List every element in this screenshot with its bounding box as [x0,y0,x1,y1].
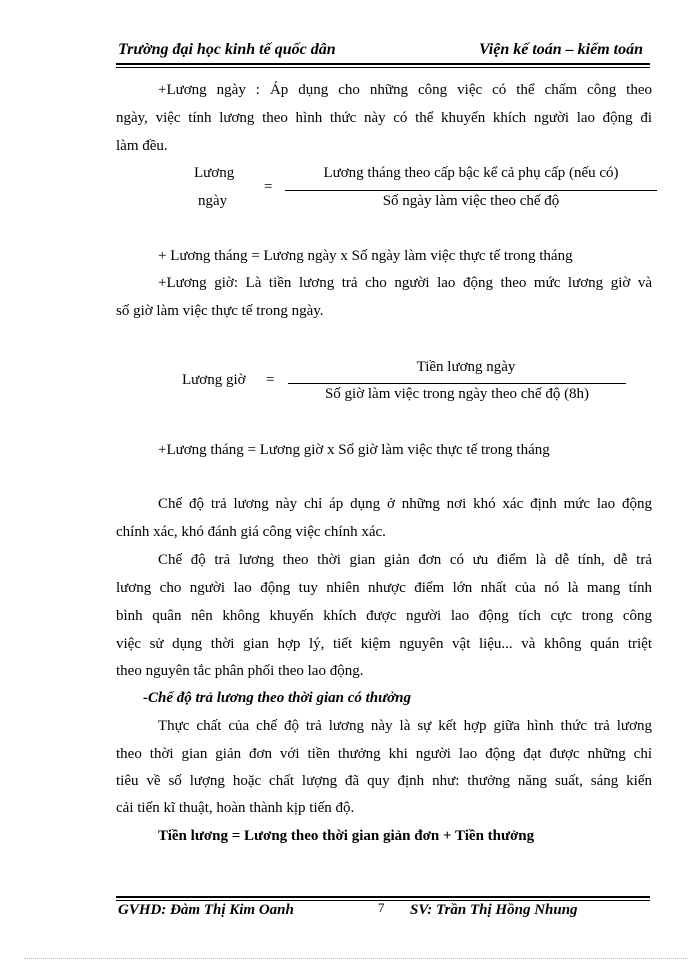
paragraph-5-line-3: tiêu về số lượng hoặc chất lượng đã quy định như: thưởng năng suất, sáng kiến [116,773,652,789]
footer-supervisor: GVHD: Đàm Thị Kim Oanh [118,902,294,918]
footer-student: SV: Trần Thị Hồng Nhung [410,902,578,918]
paragraph-4-line-4: việc sử dụng thời gian hợp lý, tiết kiệm nguyên vật liệu... và không quán triệt [116,636,652,652]
paragraph-5-line-4: cải tiến kĩ thuật, hoàn thành kịp tiến độ. [116,800,355,816]
header-university: Trường đại học kinh tế quốc dân [118,41,336,58]
paragraph-3-line-1: Chế độ trả lương này chỉ áp dụng ở những nơi khó xác định mức lao động [158,496,652,512]
paragraph-1-line-1: +Lương ngày : Áp dụng cho những công việc có thể chấm công theo [158,82,652,98]
paragraph-4-line-2: lương cho người lao động tuy nhiên nhược điểm lớn nhất của nó là mang tính [116,580,652,596]
formula-2-fraction-bar [288,383,626,384]
header-rule-thin [116,67,650,68]
page-number: 7 [378,900,385,915]
paragraph-5-line-1: Thực chất của chế độ trả lương này là sự kết hợp giữa hình thức trả lương [158,718,652,734]
formula-2-label: Lương giờ [182,372,246,388]
paragraph-4-line-3: bình quân nên không khuyến khích được người lao động tích cực trong công [116,608,652,624]
formula-2-denominator: Số giờ làm việc trong ngày theo chế độ (8h) [324,386,590,402]
page-break-dotted-line [24,958,688,959]
monthly-wage-from-hourly: +Lương tháng = Lương giờ x Số giờ làm việc thực tế trong tháng [158,442,550,458]
bonus-wage-formula: Tiền lương = Lương theo thời gian giản đơn + Tiền thưởng [158,828,535,844]
monthly-wage-from-daily: + Lương tháng = Lương ngày x Số ngày làm việc thực tế trong tháng [158,248,573,264]
paragraph-1-line-2: ngày, việc tính lương theo hình thức này có thể khuyến khích người lao động đi [116,110,652,126]
formula-2-numerator: Tiền lương ngày [416,359,516,375]
header-rule-thick [116,63,650,65]
footer-rule-thick [116,896,650,898]
formula-1-equals: = [264,179,273,195]
formula-1-denominator: Số ngày làm việc theo chế độ [382,193,560,209]
paragraph-3-line-2: chính xác, khó đánh giá công việc chính xác. [116,524,386,540]
formula-2-equals: = [266,372,275,388]
paragraph-2-line-1: +Lương giờ: Là tiền lương trả cho người lao động theo mức lương giờ và [158,275,652,291]
paragraph-2-line-2: số giờ làm việc thực tế trong ngày. [116,303,324,319]
paragraph-5-line-2: theo thời gian giản đơn với tiền thưởng khi người lao động đạt được những chỉ [116,746,652,762]
paragraph-4-line-5: theo nguyên tắc phân phối theo lao động. [116,663,364,679]
paragraph-1-line-3: làm đều. [116,138,168,154]
formula-1-label-top: Lương [194,165,235,181]
section-heading: -Chế độ trả lương theo thời gian có thưởng [143,690,412,706]
formula-1-fraction-bar [285,190,657,191]
header-institute: Viện kế toán – kiểm toán [478,41,643,58]
paragraph-4-line-1: Chế độ trả lương theo thời gian giản đơn có ưu điểm là dễ tính, dễ trả [158,552,652,568]
formula-1-numerator: Lương tháng theo cấp bậc kể cả phụ cấp (nếu có) [323,165,619,181]
formula-1-label-bottom: ngày [198,193,228,209]
